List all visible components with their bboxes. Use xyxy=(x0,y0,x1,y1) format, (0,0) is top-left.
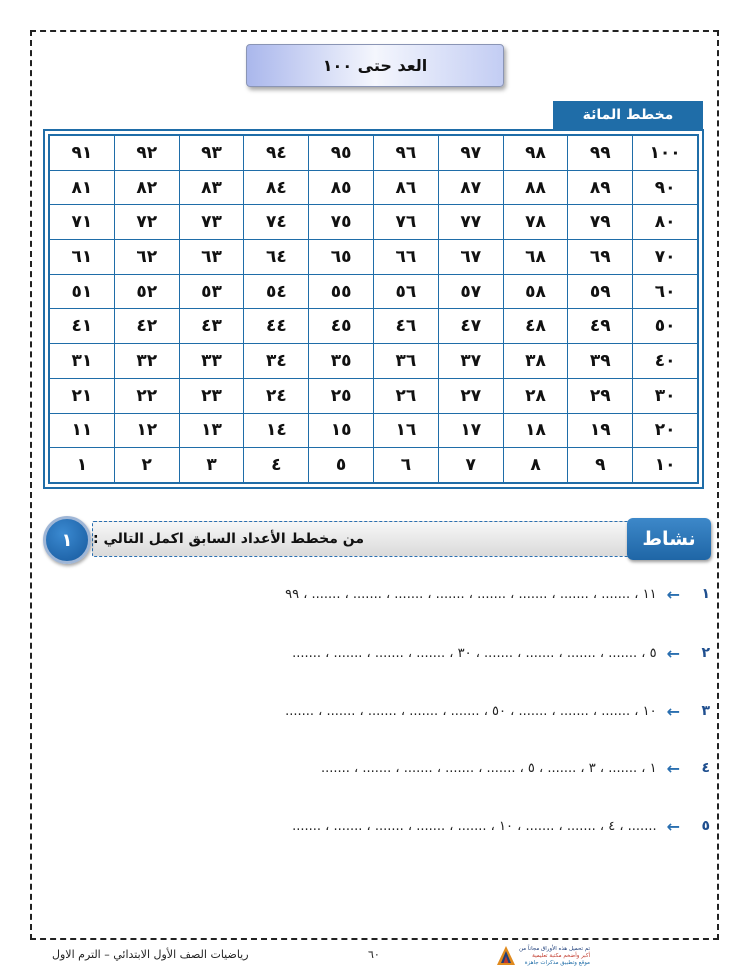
hundred-grid-cell: ٤ xyxy=(244,448,309,483)
exercise-sequence: ....... ، ٤ ، ....... ، ....... ، ١٠ ، ....... ، ....... ، ....... ، ....... ، ....... xyxy=(292,818,657,834)
hundred-grid-cell: ٢٦ xyxy=(374,378,439,413)
footer-subject: رياضيات الصف الأول الابتدائي – الترم الاول xyxy=(52,948,249,961)
exercise-sequence: ١٠ ، ....... ، ....... ، ....... ، ٥٠ ، ....... ، ....... ، ....... ، ....... ، ....... xyxy=(285,703,657,719)
hundred-grid-cell: ١٩ xyxy=(568,413,633,448)
hundred-grid-cell: ٤١ xyxy=(50,309,115,344)
activity-number-circle: ١ xyxy=(43,516,91,564)
hundred-grid-table xyxy=(49,135,698,483)
hundred-grid-cell: ٤٩ xyxy=(568,309,633,344)
hundred-grid-cell: ٧٠ xyxy=(633,240,698,275)
hundred-grid-cell: ٥٨ xyxy=(503,274,568,309)
logo-line: تم تحميل هذه الأوراق مجاناً من xyxy=(519,945,590,952)
hundred-grid-cell: ٤٢ xyxy=(114,309,179,344)
page-title: العد حتى ١٠٠ xyxy=(246,44,504,87)
hundred-grid-cell: ٦٨ xyxy=(503,240,568,275)
activity-instruction: من مخطط الأعداد السابق اكمل التالي : xyxy=(93,531,365,547)
hundred-grid-row xyxy=(50,274,698,309)
hundred-grid-cell: ٥٤ xyxy=(244,274,309,309)
hundred-grid-row xyxy=(50,240,698,275)
hundred-grid-cell: ٦٢ xyxy=(114,240,179,275)
hundred-grid-cell: ٢٨ xyxy=(503,378,568,413)
hundred-grid-cell: ٩٦ xyxy=(374,136,439,171)
hundred-grid-cell: ١٠ xyxy=(633,448,698,483)
hundred-grid-cell: ٩٠ xyxy=(633,170,698,205)
hundred-grid-cell: ٦٤ xyxy=(244,240,309,275)
hundred-grid-cell: ٢٥ xyxy=(309,378,374,413)
hundred-grid-cell: ٤٦ xyxy=(374,309,439,344)
hundred-grid-cell: ٧١ xyxy=(50,205,115,240)
hundred-grid-cell: ٧٢ xyxy=(114,205,179,240)
hundred-grid-cell: ٩٤ xyxy=(244,136,309,171)
hundred-grid-cell: ٦٣ xyxy=(179,240,244,275)
hundred-grid-cell: ٩٩ xyxy=(568,136,633,171)
hundred-grid-cell: ٣ xyxy=(179,448,244,483)
hundred-grid-cell: ٣٨ xyxy=(503,344,568,379)
activity-badge: نشاط xyxy=(627,518,711,560)
hundred-grid-cell: ٨٧ xyxy=(438,170,503,205)
exercise-number: ١ xyxy=(701,586,710,602)
exercise-3 xyxy=(80,699,710,723)
hundred-grid-cell: ٧٣ xyxy=(179,205,244,240)
hundred-grid-cell: ٧ xyxy=(438,448,503,483)
hundred-grid-cell: ٤٨ xyxy=(503,309,568,344)
exercise-number: ٢ xyxy=(701,645,710,661)
hundred-grid-cell: ٤٠ xyxy=(633,344,698,379)
hundred-grid-cell: ٧٨ xyxy=(503,205,568,240)
arrow-left-icon: ← xyxy=(666,816,680,836)
hundred-grid-cell: ٢٠ xyxy=(633,413,698,448)
hundred-grid-cell: ٩٥ xyxy=(309,136,374,171)
hundred-grid-cell: ٣٤ xyxy=(244,344,309,379)
hundred-grid-row xyxy=(50,136,698,171)
hundred-grid-cell: ٥٢ xyxy=(114,274,179,309)
hundred-grid-cell: ١٧ xyxy=(438,413,503,448)
hundred-grid-cell: ٧٥ xyxy=(309,205,374,240)
exercise-number: ٥ xyxy=(701,818,710,834)
hundred-grid-cell: ٣٧ xyxy=(438,344,503,379)
hundred-grid-cell: ٨١ xyxy=(50,170,115,205)
hundred-grid-cell: ٦٠ xyxy=(633,274,698,309)
hundred-grid-cell: ٣٩ xyxy=(568,344,633,379)
exercise-2 xyxy=(80,641,710,665)
hundred-grid-cell: ١٠٠ xyxy=(633,136,698,171)
hundred-grid-cell: ٤٣ xyxy=(179,309,244,344)
publisher-logo xyxy=(496,943,596,969)
hundred-grid-cell: ٢١ xyxy=(50,378,115,413)
hundred-grid-cell: ٦٥ xyxy=(309,240,374,275)
logo-line: أكبر وأضخم مكتبة تعليمية xyxy=(532,952,590,959)
hundred-grid-cell: ٦٩ xyxy=(568,240,633,275)
hundred-chart xyxy=(43,129,704,489)
hundred-grid-cell: ٤٤ xyxy=(244,309,309,344)
exercise-sequence: ١ ، ....... ، ٣ ، ....... ، ٥ ، ....... ، ....... ، ....... ، ....... ، ....... xyxy=(320,760,657,776)
hundred-grid-cell: ٢٧ xyxy=(438,378,503,413)
hundred-grid-cell: ٥٧ xyxy=(438,274,503,309)
arrow-left-icon: ← xyxy=(666,758,680,778)
exercise-1 xyxy=(80,582,710,606)
hundred-grid-cell: ٢٣ xyxy=(179,378,244,413)
hundred-grid-cell: ٨٥ xyxy=(309,170,374,205)
hundred-grid-cell: ٨٠ xyxy=(633,205,698,240)
hundred-grid-cell: ٢٢ xyxy=(114,378,179,413)
hundred-grid-cell: ١٣ xyxy=(179,413,244,448)
arrow-left-icon: ← xyxy=(666,701,680,721)
hundred-grid-cell: ٨٩ xyxy=(568,170,633,205)
hundred-grid-cell: ٧٧ xyxy=(438,205,503,240)
hundred-grid-cell: ٣٠ xyxy=(633,378,698,413)
hundred-grid-cell: ٥١ xyxy=(50,274,115,309)
hundred-grid-cell: ٥٥ xyxy=(309,274,374,309)
hundred-grid-cell: ٩١ xyxy=(50,136,115,171)
hundred-grid-cell: ٥٣ xyxy=(179,274,244,309)
hundred-grid-cell: ١١ xyxy=(50,413,115,448)
hundred-grid-cell: ٩ xyxy=(568,448,633,483)
hundred-chart-label: مخطط المائة xyxy=(553,101,703,129)
hundred-grid-cell: ٩٧ xyxy=(438,136,503,171)
hundred-grid-cell: ٣٥ xyxy=(309,344,374,379)
activity-instruction-bar xyxy=(92,521,629,557)
hundred-grid-cell: ٩٨ xyxy=(503,136,568,171)
hundred-grid-cell: ٧٩ xyxy=(568,205,633,240)
hundred-grid-cell: ٨٢ xyxy=(114,170,179,205)
hundred-grid-cell: ٥٠ xyxy=(633,309,698,344)
exercise-sequence: ١١ ، ....... ، ....... ، ....... ، ....... ، ....... ، ....... ، ....... ، ....... ، ٩٩ xyxy=(285,586,657,602)
hundred-grid-cell: ١٤ xyxy=(244,413,309,448)
hundred-grid-cell: ٢٩ xyxy=(568,378,633,413)
logo-line: موقع وتطبيق مذكرات جاهزة xyxy=(524,959,590,966)
exercise-sequence: ٥ ، ....... ، ....... ، ....... ، ....... ، ٣٠ ، ....... ، ....... ، ....... ، ....... xyxy=(292,645,657,661)
logo-text xyxy=(519,946,590,967)
footer-page-number: ٦٠ xyxy=(368,948,380,961)
hundred-grid-cell: ٣٢ xyxy=(114,344,179,379)
hundred-grid-cell: ١ xyxy=(50,448,115,483)
hundred-grid-cell: ٢٤ xyxy=(244,378,309,413)
hundred-grid-cell: ٨ xyxy=(503,448,568,483)
exercise-5 xyxy=(80,814,710,838)
hundred-grid-cell: ٨٣ xyxy=(179,170,244,205)
hundred-grid-cell: ٧٦ xyxy=(374,205,439,240)
hundred-grid-cell: ٦٦ xyxy=(374,240,439,275)
hundred-grid-row xyxy=(50,170,698,205)
arrow-left-icon: ← xyxy=(666,643,680,663)
hundred-grid-row xyxy=(50,378,698,413)
hundred-grid-cell: ٩٣ xyxy=(179,136,244,171)
hundred-grid-row xyxy=(50,344,698,379)
hundred-grid-cell: ١٢ xyxy=(114,413,179,448)
hundred-grid-cell: ٣٣ xyxy=(179,344,244,379)
hundred-grid-cell: ١٦ xyxy=(374,413,439,448)
hundred-grid-cell: ٩٢ xyxy=(114,136,179,171)
hundred-grid-cell: ٦١ xyxy=(50,240,115,275)
hundred-grid-row xyxy=(50,413,698,448)
exercise-number: ٣ xyxy=(701,703,710,719)
hundred-grid-cell: ١٥ xyxy=(309,413,374,448)
hundred-grid-cell: ٣١ xyxy=(50,344,115,379)
hundred-grid-cell: ٥٩ xyxy=(568,274,633,309)
hundred-grid-cell: ٣٦ xyxy=(374,344,439,379)
hundred-grid-cell: ٤٧ xyxy=(438,309,503,344)
hundred-grid-row xyxy=(50,448,698,483)
hundred-grid-cell: ٨٨ xyxy=(503,170,568,205)
hundred-grid-cell: ٨٤ xyxy=(244,170,309,205)
exercise-number: ٤ xyxy=(701,760,710,776)
hundred-grid-row xyxy=(50,309,698,344)
logo-icon xyxy=(496,945,516,967)
hundred-grid-cell: ٦ xyxy=(374,448,439,483)
hundred-grid-row xyxy=(50,205,698,240)
hundred-grid-cell: ٨٦ xyxy=(374,170,439,205)
hundred-grid-cell: ٢ xyxy=(114,448,179,483)
hundred-grid-cell: ٥٦ xyxy=(374,274,439,309)
hundred-grid-cell: ٥ xyxy=(309,448,374,483)
hundred-grid-cell: ٤٥ xyxy=(309,309,374,344)
hundred-grid-cell: ٧٤ xyxy=(244,205,309,240)
hundred-grid-cell: ١٨ xyxy=(503,413,568,448)
arrow-left-icon: ← xyxy=(666,584,680,604)
exercise-4 xyxy=(80,756,710,780)
hundred-grid-cell: ٦٧ xyxy=(438,240,503,275)
